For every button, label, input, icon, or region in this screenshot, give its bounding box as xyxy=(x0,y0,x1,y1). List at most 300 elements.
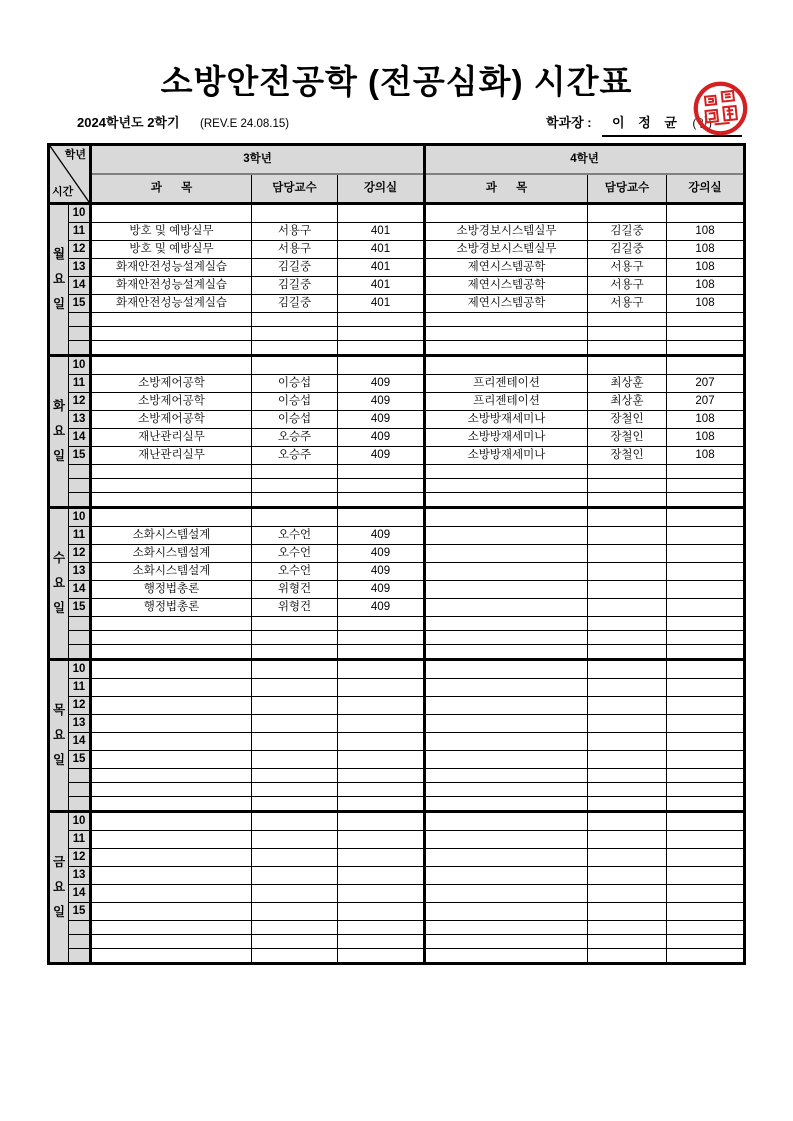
g3-room-cell xyxy=(338,831,425,849)
seal-suffix-label: (인) xyxy=(692,116,712,130)
time-cell: 12 xyxy=(69,849,91,867)
time-cell: 13 xyxy=(69,259,91,277)
time-cell: 15 xyxy=(69,447,91,465)
g3-prof-cell xyxy=(252,769,338,783)
g4-prof-cell xyxy=(588,645,667,660)
g4-prof-cell xyxy=(588,617,667,631)
g4-room-cell: 108 xyxy=(667,447,745,465)
g4-room-cell: 108 xyxy=(667,295,745,313)
corner-time-label: 시간 xyxy=(52,186,74,199)
g4-prof-cell xyxy=(588,921,667,935)
g4-prof-cell xyxy=(588,769,667,783)
grade-header-3: 3학년 xyxy=(91,145,425,175)
g3-room-cell xyxy=(338,935,425,949)
g3-subject-cell xyxy=(91,867,252,885)
g3-subject-cell: 재난관리실무 xyxy=(91,429,252,447)
g3-prof-cell xyxy=(252,903,338,921)
meta-row xyxy=(47,110,746,134)
g3-room-cell xyxy=(338,867,425,885)
g4-prof-cell xyxy=(588,545,667,563)
g4-room-cell xyxy=(667,949,745,964)
col-header-room-3: 강의실 xyxy=(338,174,425,204)
g4-room-cell xyxy=(667,545,745,563)
time-cell: 11 xyxy=(69,527,91,545)
g3-prof-cell: 김길중 xyxy=(252,259,338,277)
g4-prof-cell xyxy=(588,867,667,885)
g3-room-cell xyxy=(338,356,425,375)
g4-prof-cell xyxy=(588,783,667,797)
g3-room-cell: 401 xyxy=(338,295,425,313)
g3-prof-cell xyxy=(252,849,338,867)
g4-prof-cell: 김길중 xyxy=(588,241,667,259)
g4-subject-cell xyxy=(425,581,588,599)
g3-room-cell: 409 xyxy=(338,599,425,617)
g3-room-cell: 409 xyxy=(338,375,425,393)
time-cell: 11 xyxy=(69,375,91,393)
g4-room-cell xyxy=(667,885,745,903)
g4-room-cell xyxy=(667,527,745,545)
g4-prof-cell xyxy=(588,581,667,599)
g4-subject-cell xyxy=(425,949,588,964)
g3-room-cell xyxy=(338,733,425,751)
g4-prof-cell: 장철인 xyxy=(588,411,667,429)
g3-room-cell xyxy=(338,660,425,679)
g3-prof-cell xyxy=(252,812,338,831)
time-cell: 11 xyxy=(69,223,91,241)
time-cell: 14 xyxy=(69,581,91,599)
g3-prof-cell xyxy=(252,679,338,697)
time-cell-blank xyxy=(69,645,91,660)
g3-prof-cell: 이승섭 xyxy=(252,411,338,429)
g3-subject-cell xyxy=(91,949,252,964)
g4-subject-cell xyxy=(425,660,588,679)
day-label-char: 일 xyxy=(52,905,66,919)
g3-subject-cell xyxy=(91,885,252,903)
g4-prof-cell: 서용구 xyxy=(588,277,667,295)
g4-subject-cell xyxy=(425,479,588,493)
g4-room-cell xyxy=(667,479,745,493)
g3-subject-cell xyxy=(91,631,252,645)
g4-subject-cell xyxy=(425,885,588,903)
g3-room-cell xyxy=(338,645,425,660)
g3-prof-cell: 이승섭 xyxy=(252,375,338,393)
g4-subject-cell xyxy=(425,751,588,769)
g4-room-cell xyxy=(667,465,745,479)
g4-room-cell: 108 xyxy=(667,241,745,259)
day-label xyxy=(49,660,69,812)
g4-prof-cell xyxy=(588,679,667,697)
timetable-header xyxy=(49,145,745,204)
g3-subject-cell xyxy=(91,849,252,867)
time-cell: 15 xyxy=(69,295,91,313)
day-label-char: 수 xyxy=(52,551,66,565)
g4-subject-cell xyxy=(425,921,588,935)
day-label xyxy=(49,508,69,660)
g3-subject-cell: 소방제어공학 xyxy=(91,375,252,393)
g3-prof-cell xyxy=(252,645,338,660)
g3-room-cell xyxy=(338,465,425,479)
g4-room-cell: 108 xyxy=(667,277,745,295)
time-cell: 12 xyxy=(69,241,91,259)
time-cell: 11 xyxy=(69,831,91,849)
g4-prof-cell xyxy=(588,831,667,849)
g4-subject-cell xyxy=(425,831,588,849)
time-cell-blank xyxy=(69,479,91,493)
day-label xyxy=(49,204,69,356)
g3-room-cell: 409 xyxy=(338,563,425,581)
g4-prof-cell: 장철인 xyxy=(588,447,667,465)
g3-room-cell xyxy=(338,679,425,697)
day-label-char: 일 xyxy=(52,297,66,311)
g4-room-cell: 108 xyxy=(667,429,745,447)
g4-prof-cell: 최상훈 xyxy=(588,375,667,393)
g4-prof-cell xyxy=(588,327,667,341)
g3-subject-cell xyxy=(91,356,252,375)
g3-room-cell xyxy=(338,849,425,867)
time-cell: 14 xyxy=(69,733,91,751)
g4-prof-cell xyxy=(588,660,667,679)
g3-room-cell xyxy=(338,885,425,903)
g3-subject-cell xyxy=(91,660,252,679)
g4-subject-cell xyxy=(425,797,588,812)
g3-room-cell xyxy=(338,783,425,797)
g3-subject-cell: 방호 및 예방실무 xyxy=(91,241,252,259)
g3-subject-cell xyxy=(91,903,252,921)
g3-room-cell: 409 xyxy=(338,411,425,429)
g3-prof-cell: 김길중 xyxy=(252,277,338,295)
g4-room-cell: 108 xyxy=(667,259,745,277)
corner-cell xyxy=(49,145,91,204)
g3-subject-cell xyxy=(91,508,252,527)
time-cell: 15 xyxy=(69,599,91,617)
g3-subject-cell xyxy=(91,479,252,493)
col-header-subject-4: 과 목 xyxy=(425,174,588,204)
day-label-char: 월 xyxy=(52,247,66,261)
g4-room-cell xyxy=(667,783,745,797)
g4-room-cell xyxy=(667,715,745,733)
g4-prof-cell xyxy=(588,935,667,949)
g3-subject-cell: 방호 및 예방실무 xyxy=(91,223,252,241)
g4-subject-cell: 제연시스템공학 xyxy=(425,277,588,295)
g4-subject-cell: 소방방재세미나 xyxy=(425,429,588,447)
g4-prof-cell xyxy=(588,508,667,527)
revision-label: (REV.E 24.08.15) xyxy=(200,118,290,130)
g4-prof-cell xyxy=(588,751,667,769)
g3-room-cell: 401 xyxy=(338,277,425,295)
g4-subject-cell xyxy=(425,465,588,479)
g4-room-cell: 207 xyxy=(667,375,745,393)
g3-subject-cell xyxy=(91,697,252,715)
g4-prof-cell xyxy=(588,527,667,545)
g4-prof-cell: 최상훈 xyxy=(588,393,667,411)
g3-room-cell xyxy=(338,715,425,733)
g3-subject-cell xyxy=(91,797,252,812)
g4-subject-cell xyxy=(425,563,588,581)
g3-prof-cell xyxy=(252,697,338,715)
g3-room-cell: 401 xyxy=(338,259,425,277)
day-label-char: 일 xyxy=(52,753,66,767)
day-label-char: 금 xyxy=(52,855,66,869)
g3-subject-cell: 화재안전성능설계실습 xyxy=(91,259,252,277)
timetable-body xyxy=(49,204,745,964)
g4-subject-cell xyxy=(425,903,588,921)
g3-prof-cell xyxy=(252,479,338,493)
g4-subject-cell xyxy=(425,812,588,831)
g3-room-cell xyxy=(338,313,425,327)
g4-prof-cell xyxy=(588,797,667,812)
g4-subject-cell xyxy=(425,733,588,751)
g4-room-cell: 108 xyxy=(667,411,745,429)
time-cell: 13 xyxy=(69,411,91,429)
g4-subject-cell xyxy=(425,341,588,356)
g3-subject-cell xyxy=(91,935,252,949)
g4-subject-cell xyxy=(425,769,588,783)
g3-room-cell xyxy=(338,493,425,508)
g3-subject-cell xyxy=(91,465,252,479)
time-cell-blank xyxy=(69,797,91,812)
g3-prof-cell xyxy=(252,751,338,769)
g3-subject-cell: 화재안전성능설계실습 xyxy=(91,277,252,295)
g3-subject-cell xyxy=(91,617,252,631)
g3-prof-cell xyxy=(252,783,338,797)
g4-room-cell xyxy=(667,327,745,341)
g4-subject-cell: 프리젠테이션 xyxy=(425,393,588,411)
g3-subject-cell xyxy=(91,783,252,797)
g4-room-cell xyxy=(667,921,745,935)
time-cell: 14 xyxy=(69,429,91,447)
g3-subject-cell xyxy=(91,812,252,831)
g4-prof-cell: 서용구 xyxy=(588,295,667,313)
g4-subject-cell xyxy=(425,204,588,223)
g3-prof-cell xyxy=(252,493,338,508)
g4-room-cell xyxy=(667,751,745,769)
time-cell: 10 xyxy=(69,812,91,831)
g4-subject-cell xyxy=(425,783,588,797)
g4-room-cell xyxy=(667,769,745,783)
g4-room-cell xyxy=(667,204,745,223)
g3-prof-cell xyxy=(252,465,338,479)
g3-prof-cell: 위형건 xyxy=(252,581,338,599)
g4-subject-cell: 소방경보시스템실무 xyxy=(425,241,588,259)
g4-prof-cell: 서용구 xyxy=(588,259,667,277)
time-cell-blank xyxy=(69,783,91,797)
g3-subject-cell: 소방제어공학 xyxy=(91,393,252,411)
time-cell: 13 xyxy=(69,563,91,581)
timetable xyxy=(47,143,746,965)
g4-prof-cell xyxy=(588,356,667,375)
g3-room-cell xyxy=(338,751,425,769)
g3-prof-cell xyxy=(252,327,338,341)
g3-subject-cell xyxy=(91,493,252,508)
g4-room-cell xyxy=(667,341,745,356)
g3-subject-cell: 재난관리실무 xyxy=(91,447,252,465)
time-cell: 15 xyxy=(69,751,91,769)
g3-room-cell xyxy=(338,903,425,921)
g3-prof-cell xyxy=(252,885,338,903)
g4-room-cell xyxy=(667,935,745,949)
g3-prof-cell xyxy=(252,204,338,223)
g3-prof-cell xyxy=(252,617,338,631)
g3-room-cell xyxy=(338,204,425,223)
g3-prof-cell xyxy=(252,313,338,327)
g4-prof-cell xyxy=(588,563,667,581)
g3-subject-cell xyxy=(91,645,252,660)
g3-room-cell xyxy=(338,949,425,964)
g4-prof-cell xyxy=(588,949,667,964)
g4-prof-cell: 장철인 xyxy=(588,429,667,447)
g4-room-cell xyxy=(667,645,745,660)
g4-room-cell xyxy=(667,812,745,831)
g3-subject-cell xyxy=(91,715,252,733)
g3-subject-cell: 화재안전성능설계실습 xyxy=(91,295,252,313)
semester-label: 2024학년도 2학기 xyxy=(77,115,180,130)
g3-prof-cell: 오수언 xyxy=(252,563,338,581)
g4-prof-cell xyxy=(588,885,667,903)
g3-subject-cell xyxy=(91,313,252,327)
time-cell-blank xyxy=(69,769,91,783)
g4-prof-cell xyxy=(588,812,667,831)
g3-room-cell: 409 xyxy=(338,545,425,563)
g4-prof-cell xyxy=(588,903,667,921)
g4-subject-cell xyxy=(425,849,588,867)
g4-subject-cell: 소방경보시스템실무 xyxy=(425,223,588,241)
g3-prof-cell xyxy=(252,831,338,849)
time-cell-blank xyxy=(69,935,91,949)
g3-prof-cell: 오수언 xyxy=(252,545,338,563)
g3-prof-cell xyxy=(252,935,338,949)
g4-prof-cell xyxy=(588,204,667,223)
g3-subject-cell xyxy=(91,921,252,935)
g4-subject-cell xyxy=(425,935,588,949)
g4-subject-cell: 제연시스템공학 xyxy=(425,259,588,277)
g3-room-cell xyxy=(338,617,425,631)
g4-room-cell xyxy=(667,563,745,581)
g3-subject-cell: 소화시스템설계 xyxy=(91,527,252,545)
signature-line xyxy=(602,112,742,137)
g4-subject-cell xyxy=(425,493,588,508)
g4-room-cell xyxy=(667,493,745,508)
meta-left xyxy=(77,112,289,132)
g3-subject-cell: 소방제어공학 xyxy=(91,411,252,429)
g4-room-cell xyxy=(667,903,745,921)
g4-prof-cell xyxy=(588,479,667,493)
g3-room-cell: 401 xyxy=(338,223,425,241)
g3-room-cell xyxy=(338,508,425,527)
col-header-prof-3: 담당교수 xyxy=(252,174,338,204)
time-cell: 13 xyxy=(69,715,91,733)
day-label xyxy=(49,812,69,964)
day-label-char: 화 xyxy=(52,399,66,413)
time-cell: 11 xyxy=(69,679,91,697)
g3-room-cell xyxy=(338,631,425,645)
time-cell: 10 xyxy=(69,356,91,375)
time-cell-blank xyxy=(69,617,91,631)
dept-head-label: 학과장 : xyxy=(545,115,592,130)
time-cell-blank xyxy=(69,921,91,935)
g3-prof-cell: 이승섭 xyxy=(252,393,338,411)
day-label xyxy=(49,356,69,508)
g4-room-cell xyxy=(667,599,745,617)
time-cell-blank xyxy=(69,493,91,508)
g3-subject-cell xyxy=(91,679,252,697)
col-header-prof-4: 담당교수 xyxy=(588,174,667,204)
g3-prof-cell: 오승주 xyxy=(252,429,338,447)
g3-room-cell: 409 xyxy=(338,527,425,545)
time-cell-blank xyxy=(69,313,91,327)
g3-prof-cell xyxy=(252,356,338,375)
dept-head-name: 이 정 균 xyxy=(612,115,682,130)
g3-prof-cell xyxy=(252,508,338,527)
day-label-char: 요 xyxy=(52,424,66,438)
col-header-subject-3: 과 목 xyxy=(91,174,252,204)
g3-subject-cell: 소화시스템설계 xyxy=(91,563,252,581)
g3-subject-cell xyxy=(91,831,252,849)
time-cell: 15 xyxy=(69,903,91,921)
g4-room-cell xyxy=(667,679,745,697)
g3-subject-cell xyxy=(91,733,252,751)
g4-room-cell xyxy=(667,867,745,885)
grade-header-4: 4학년 xyxy=(425,145,745,175)
g3-prof-cell: 김길중 xyxy=(252,295,338,313)
g4-subject-cell: 프리젠테이션 xyxy=(425,375,588,393)
g3-prof-cell: 오수언 xyxy=(252,527,338,545)
g3-room-cell xyxy=(338,769,425,783)
g4-prof-cell xyxy=(588,715,667,733)
g4-subject-cell: 소방방재세미나 xyxy=(425,411,588,429)
day-label-char: 일 xyxy=(52,449,66,463)
g3-room-cell xyxy=(338,812,425,831)
g3-prof-cell xyxy=(252,797,338,812)
g3-prof-cell xyxy=(252,921,338,935)
g4-subject-cell: 소방방재세미나 xyxy=(425,447,588,465)
g4-room-cell: 207 xyxy=(667,393,745,411)
time-cell: 12 xyxy=(69,545,91,563)
g3-prof-cell: 서용구 xyxy=(252,223,338,241)
g4-prof-cell xyxy=(588,465,667,479)
g3-subject-cell xyxy=(91,327,252,341)
g3-subject-cell xyxy=(91,751,252,769)
g3-prof-cell xyxy=(252,715,338,733)
g4-subject-cell xyxy=(425,679,588,697)
g4-subject-cell xyxy=(425,715,588,733)
time-cell: 14 xyxy=(69,277,91,295)
g4-prof-cell xyxy=(588,313,667,327)
time-cell: 10 xyxy=(69,660,91,679)
g4-prof-cell xyxy=(588,733,667,751)
g3-prof-cell xyxy=(252,660,338,679)
g4-room-cell xyxy=(667,831,745,849)
g4-subject-cell xyxy=(425,599,588,617)
g3-room-cell xyxy=(338,479,425,493)
g4-room-cell xyxy=(667,797,745,812)
g4-room-cell xyxy=(667,697,745,715)
g4-subject-cell xyxy=(425,527,588,545)
g4-room-cell xyxy=(667,581,745,599)
g4-subject-cell xyxy=(425,508,588,527)
g4-room-cell xyxy=(667,733,745,751)
g3-room-cell xyxy=(338,697,425,715)
g3-subject-cell: 소화시스템설계 xyxy=(91,545,252,563)
day-label-char: 목 xyxy=(52,703,66,717)
g4-room-cell xyxy=(667,631,745,645)
g4-room-cell xyxy=(667,356,745,375)
corner-grade-label: 학년 xyxy=(64,149,86,161)
g3-room-cell: 409 xyxy=(338,581,425,599)
day-label-char: 요 xyxy=(52,272,66,286)
g4-room-cell xyxy=(667,660,745,679)
g4-prof-cell xyxy=(588,631,667,645)
g4-prof-cell xyxy=(588,697,667,715)
